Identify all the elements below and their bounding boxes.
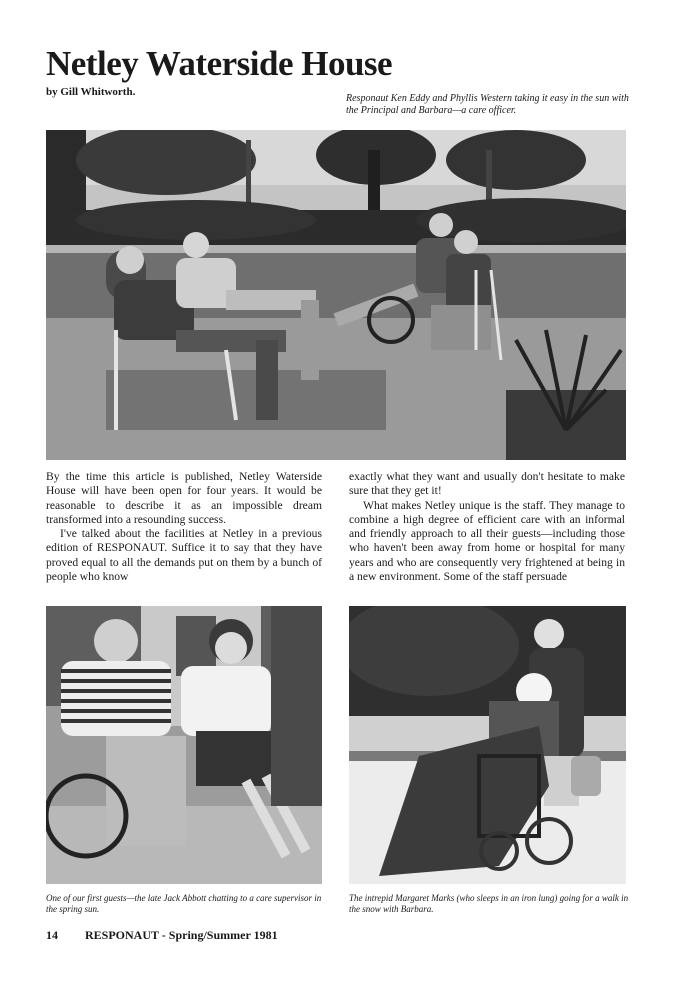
paragraph: exactly what they want and usually don't hesitate to make sure that they get it! <box>349 470 625 498</box>
photo-margaret-marks <box>349 606 626 884</box>
article-column-left <box>46 470 322 584</box>
photo-jack-abbott <box>46 606 322 884</box>
page-footer <box>46 928 278 943</box>
paragraph: I've talked about the facilities at Netley in a previous edition of RESPONAUT. Suffice it to say that they have proved equal to all the demands put on them by a bunch of people who know <box>46 527 322 584</box>
article-title: Netley Waterside House <box>46 44 393 83</box>
byline: by Gill Whitworth. <box>46 86 136 98</box>
photo-caption-right: The intrepid Margaret Marks (who sleeps in an iron lung) going for a walk in the snow with Barbara. <box>349 893 629 914</box>
photo-caption-left: One of our first guests—the late Jack Abbott chatting to a care supervisor in the spring sun. <box>46 893 322 914</box>
page-number: 14 <box>46 928 58 942</box>
paragraph: By the time this article is published, Netley Waterside House will have been open for four years. It would be reasonable to describe it as an impossible dream transformed into a resounding success. <box>46 470 322 526</box>
main-photo <box>46 130 626 460</box>
main-photo-caption: Responaut Ken Eddy and Phyllis Western taking it easy in the sun with the Principal and Barbara—a care officer. <box>346 93 629 116</box>
article-column-right <box>349 470 625 584</box>
paragraph: What makes Netley unique is the staff. They manage to combine a high degree of efficient care with an informal and friendly approach to all their guests—including those who haven't been away from home or hospital for many years and who are consequently very frightened at being in a new environment. Some of the staff persuade <box>349 498 625 584</box>
publication-name: RESPONAUT - Spring/Summer 1981 <box>85 928 278 942</box>
